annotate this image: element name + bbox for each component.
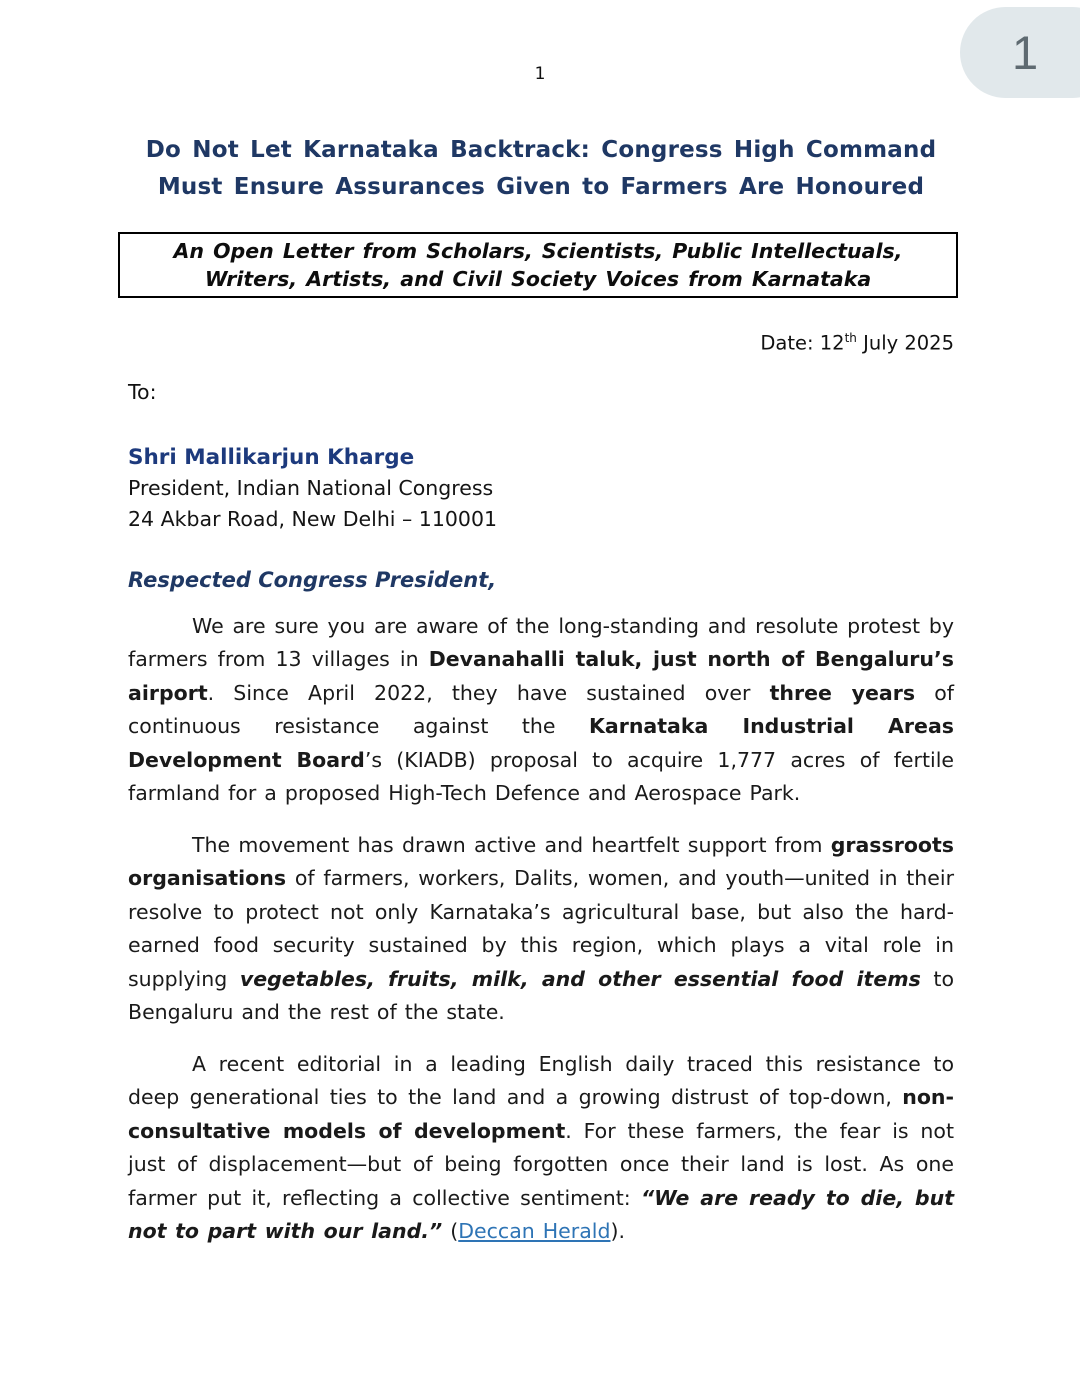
text-run: vegetables, fruits, milk, and other essential food items [239,966,921,991]
text-run: of farmers, workers, Dalits, women, and youth—united in their resolve to protect not only Karnataka’s agricultural base, but also the hard-earned food security sustained by this region, which plays a vital role in supplying [128,866,954,991]
text-run: ). [610,1219,626,1243]
text-run: We are sure you are aware of the long-standing and resolute protest by farmers from 13 villages in [128,613,954,671]
salutation: Respected Congress President, [128,567,497,592]
paragraph-1 [128,610,954,811]
recipient-name: Shri Mallikarjun Kharge [128,444,415,470]
letter-body [128,132,954,1249]
recipient-block [128,442,954,535]
text-run: Devanahalli taluk, just north of Bengaluru’s airport [128,647,955,705]
corner-badge-number: 1 [1012,26,1039,79]
text-run: to Bengaluru and the rest of the state. [128,966,954,1024]
paragraph-3 [128,1048,954,1249]
text-run: . For these farmers, the fear is not just of displacement—but of being forgotten once their land is lost. As one farmer put it, reflecting a collective sentiment: [128,1118,954,1210]
paragraph-2 [128,829,954,1030]
text-run: The movement has drawn active and heartfelt support from [192,832,831,857]
text-run: grassroots organisations [128,832,954,890]
text-run: July 2025 [856,331,954,355]
date-line [128,325,954,357]
recipient-address: 24 Akbar Road, New Delhi – 110001 [128,506,498,531]
text-run: . Since April 2022, they have sustained over [207,680,770,705]
text-run: Date: 12 [760,331,845,355]
recipient-role: President, Indian National Congress [128,475,494,500]
subtitle-text: An Open Letter from Scholars, Scientists, Public Intellectuals, Writers, Artists, and Civil Society Voices from Karnataka [173,239,903,291]
text-run: A recent editorial in a leading English daily traced this resistance to deep generational ties to the land and a growing distrust of top-down, [128,1051,954,1109]
superscript-text: th [844,331,857,345]
text-run: ( [442,1219,459,1243]
text-run: non-consultative models of development [128,1085,954,1143]
page-corner-badge [960,7,1080,98]
deccan-herald-link[interactable]: Deccan Herald [458,1219,611,1243]
to-label: To: [128,379,157,404]
letter-title: Do Not Let Karnataka Backtrack: Congress High Command Must Ensure Assurances Given to Farmers Are Honoured [145,137,937,200]
subtitle-box [118,232,958,298]
text-run: “We are ready to die, but not to part with our land.” [128,1185,954,1243]
text-run: ’s (KIADB) proposal to acquire 1,777 acres of fertile farmland for a proposed High-Tech Defence and Aerospace Park. [128,747,955,805]
text-run: of continuous resistance against the [128,680,954,738]
page-number: 1 [534,64,546,84]
text-run: Karnataka Industrial Areas Development Board [128,714,954,772]
text-run: three years [769,680,916,705]
